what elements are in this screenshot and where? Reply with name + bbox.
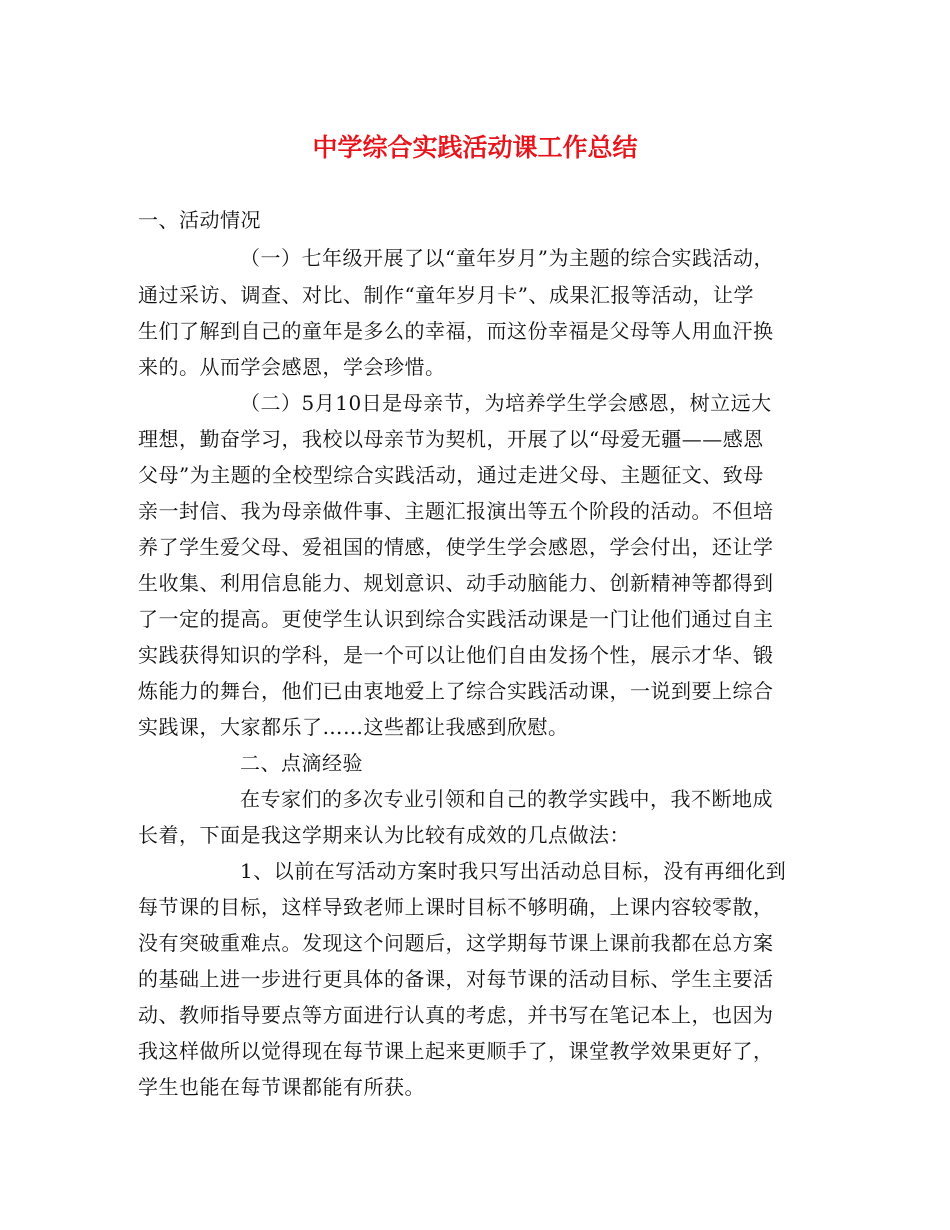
section-heading: 一、活动情况 — [138, 208, 261, 232]
paragraph-line: 理想，勤奋学习，我校以母亲节为契机，开展了以“母爱无疆——感恩 — [138, 427, 764, 451]
paragraph-line: 动、教师指导要点等方面进行认真的考虑，并书写在笔记本上，也因为 — [138, 1003, 774, 1027]
paragraph-line: 实践课，大家都乐了……这些都让我感到欣慰。 — [138, 715, 569, 739]
section-heading: 二、点滴经验 — [240, 751, 363, 775]
paragraph-line: 的基础上进一步进行更具体的备课，对每节课的活动目标、学生主要活 — [138, 967, 774, 991]
paragraph-line: 在专家们的多次专业引领和自己的教学实践中，我不断地成 — [240, 787, 773, 811]
paragraph-line: 实践获得知识的学科，是一个可以让他们自由发扬个性，展示才华、锻 — [138, 643, 774, 667]
paragraph-line: 通过采访、调查、对比、制作“童年岁月卡”、成果汇报等活动，让学 — [138, 283, 754, 307]
paragraph-line: 没有突破重难点。发现这个问题后，这学期每节课上课前我都在总方案 — [138, 931, 774, 955]
paragraph-line: 长着，下面是我这学期来认为比较有成效的几点做法： — [138, 823, 630, 847]
paragraph-line: 生们了解到自己的童年是多么的幸福，而这份幸福是父母等人用血汗换 — [138, 319, 774, 343]
paragraph-line: 我这样做所以觉得现在每节课上起来更顺手了，课堂教学效果更好了， — [138, 1039, 774, 1063]
paragraph-line: 父母”为主题的全校型综合实践活动，通过走进父母、主题征文、致母 — [138, 463, 764, 487]
paragraph-line: 学生也能在每节课都能有所获。 — [138, 1075, 425, 1099]
page-title: 中学综合实践活动课工作总结 — [312, 133, 638, 162]
paragraph-line: 了一定的提高。更使学生认识到综合实践活动课是一门让他们通过自主 — [138, 607, 774, 631]
paragraph-line: （一）七年级开展了以“童年岁月”为主题的综合实践活动， — [240, 246, 774, 270]
paragraph-line: 炼能力的舞台，他们已由衷地爱上了综合实践活动课，一说到要上综合 — [138, 679, 774, 703]
paragraph-line: （二）5月10日是母亲节，为培养学生学会感恩，树立远大 — [240, 391, 772, 415]
paragraph-line: 1、以前在写活动方案时我只写出活动总目标，没有再细化到 — [240, 859, 787, 883]
paragraph-line: 来的。从而学会感恩，学会珍惜。 — [138, 355, 446, 379]
paragraph-line: 每节课的目标，这样导致老师上课时目标不够明确，上课内容较零散， — [138, 895, 774, 919]
paragraph-line: 养了学生爱父母、爱祖国的情感，使学生学会感恩，学会付出，还让学 — [138, 535, 774, 559]
paragraph-line: 亲一封信、我为母亲做件事、主题汇报演出等五个阶段的活动。不但培 — [138, 499, 774, 523]
paragraph-line: 生收集、利用信息能力、规划意识、动手动脑能力、创新精神等都得到 — [138, 571, 774, 595]
